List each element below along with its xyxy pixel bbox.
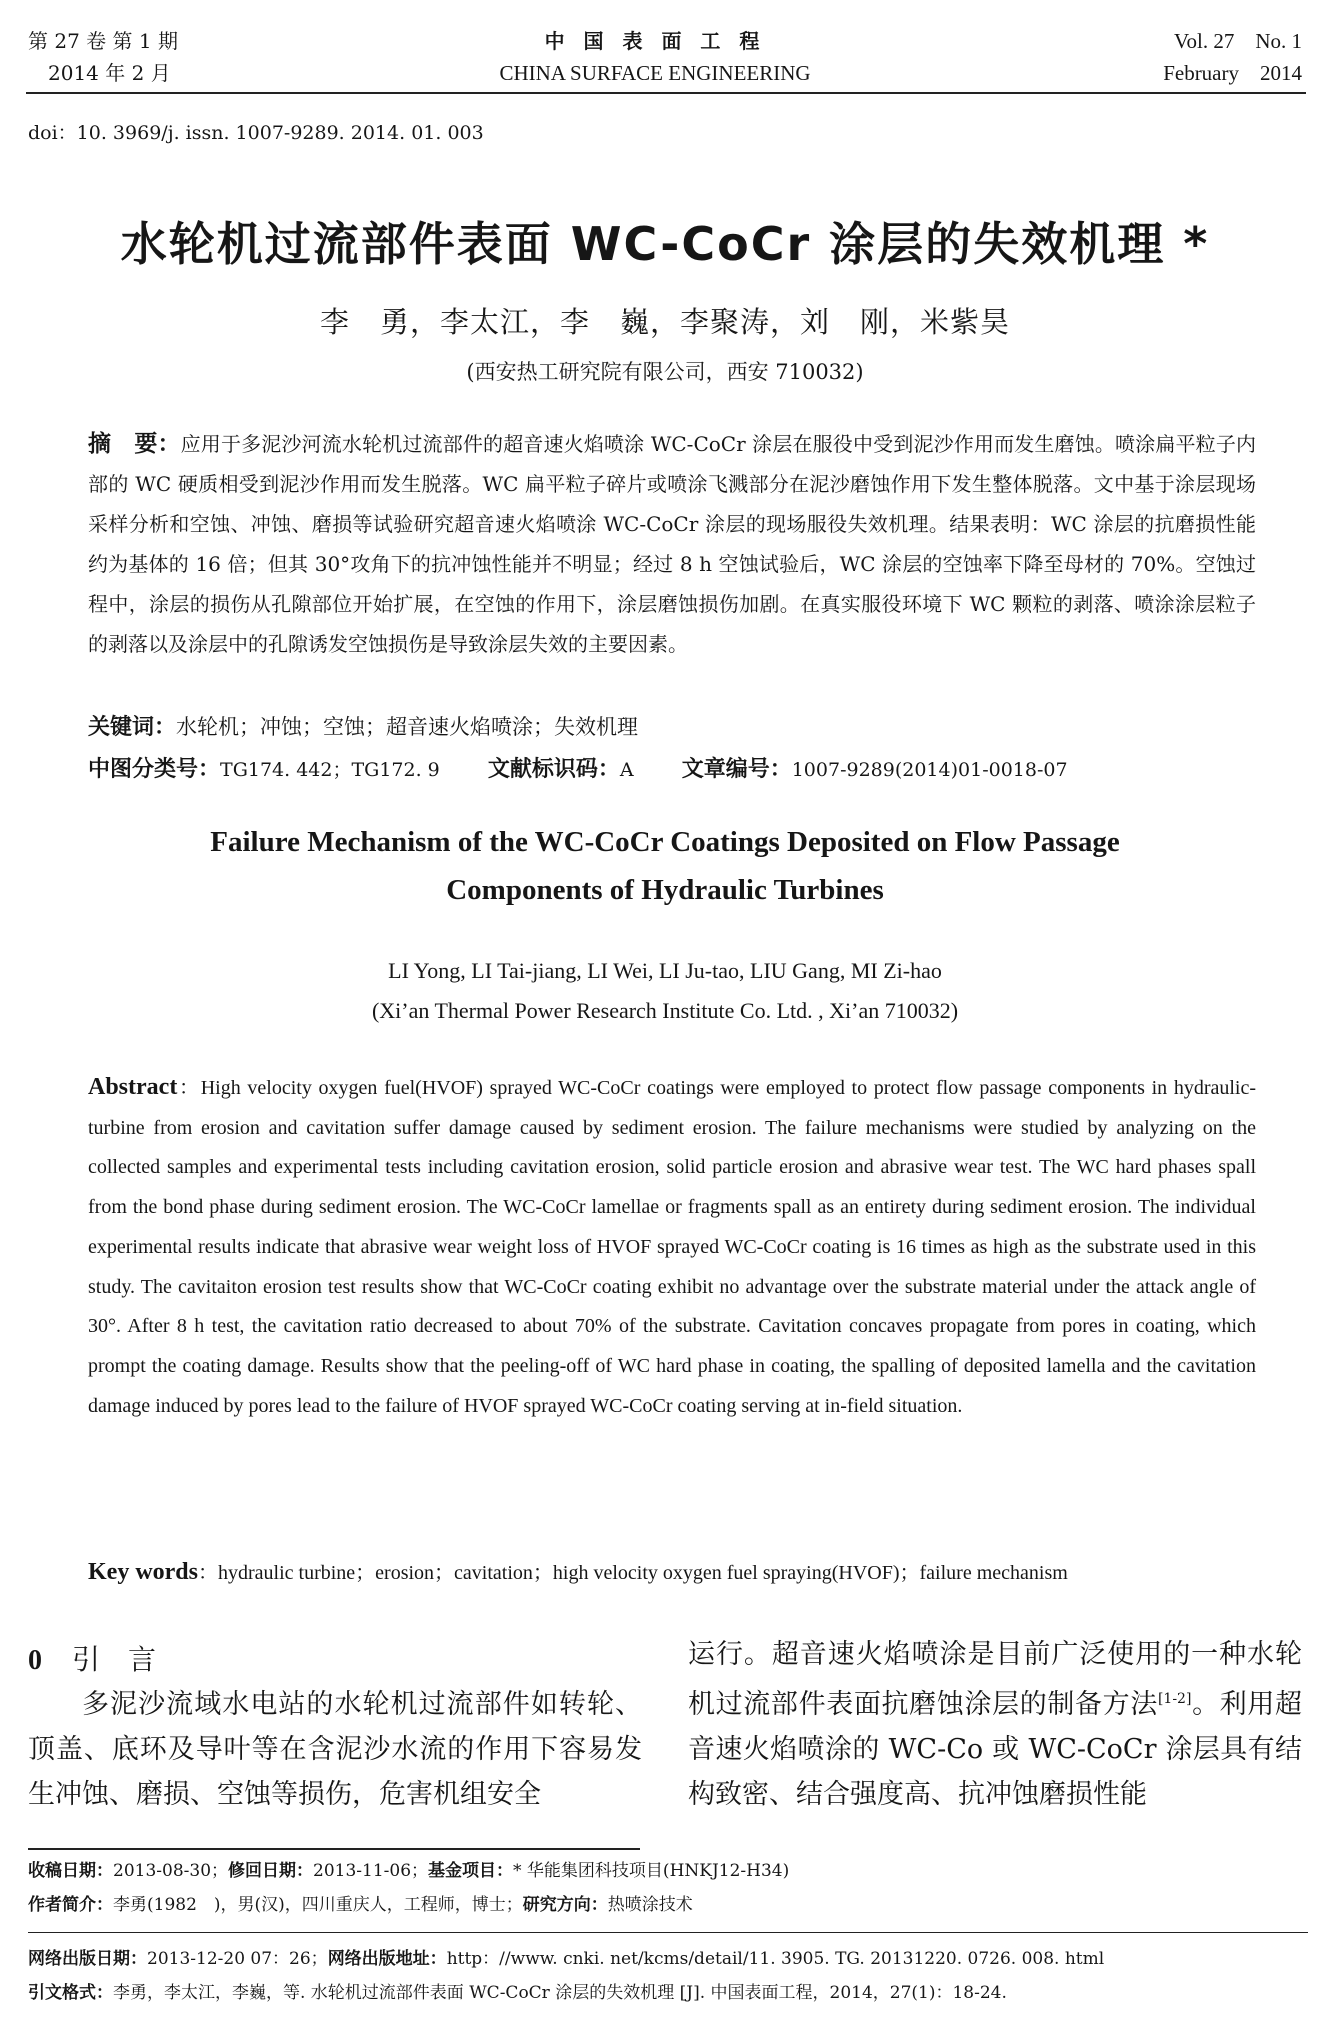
classification-line (88, 752, 1268, 783)
revised-date: 2013-11-06； (313, 1861, 429, 1881)
keywords-cn-text: 水轮机；冲蚀；空蚀；超音速火焰喷涂；失效机理 (176, 715, 639, 739)
online-url-label: 网络出版地址： (327, 1949, 447, 1969)
header-vol-no-en: Vol. 27 No. 1 (1174, 29, 1302, 53)
header-date-en: February 2014 (1163, 61, 1302, 85)
online-rule (28, 1932, 1308, 1933)
fund-label: 基金项目： (428, 1861, 514, 1881)
keywords-en-text: hydraulic turbine；erosion；cavitation；high velocity oxygen fuel spraying(HVOF)；failure mechanism (218, 1562, 1068, 1584)
abstract-en-text: High velocity oxygen fuel(HVOF) sprayed WC-CoCr coatings were employed to protect flow passage components in hydraulic-turbine from erosion and cavitation suffer damage caused by sediment erosion. The failure mechanisms were studied by analyzing on the collected samples and experimental tests including cavitation erosion, solid particle erosion and abrasive wear test. The WC hard phases spall from the bond phase during sediment erosion. The WC-CoCr lamellae or fragments spall as an entirety during sediment erosion. The individual experimental results indicate that abrasive wear weight loss of HVOF sprayed WC-CoCr coating is 16 times as high as the substrate used in this study. The cavitaiton erosion test results show that WC-CoCr coating exhibit no advantage over the substrate material under the attack angle of 30°. After 8 h test, the cavitation ratio decreased to about 70% of the substrate. Cavitation concaves propagate from pores in coating, which prompt the coating damage. Results show that the peeling-off of WC hard phase in coating, the spalling of deposited lamella and the cavitation damage induced by pores lead to the failure of HVOF sprayed WC-CoCr coating serving at in-field situation. (88, 1077, 1257, 1417)
body-right-text-a: 运行。超音速火焰喷涂是目前广泛使用的一种水轮机过流部件表面抗磨蚀涂层的制备方法 (688, 1639, 1302, 1720)
online-date-label: 网络出版日期： (28, 1949, 147, 1969)
clc-value: TG174. 442；TG172. 9 (220, 759, 440, 781)
document-code-value: A (619, 759, 634, 781)
title-en-line1: Failure Mechanism of the WC-CoCr Coatings Deposited on Flow Passage (210, 826, 1120, 858)
header-volume-issue-cn: 第 27 卷 第 1 期 (28, 29, 178, 53)
body-left-column: 多泥沙流域水电站的水轮机过流部件如转轮、顶盖、底环及导叶等在含泥沙水流的作用下容易发生冲蚀、磨损、空蚀等损伤，危害机组安全 (28, 1689, 642, 1810)
citation-format (28, 1976, 1308, 2010)
citation-label: 引文格式： (28, 1983, 113, 2003)
article-number-label: 文章编号： (681, 757, 792, 782)
keywords-cn-label: 关键词： (88, 715, 177, 740)
document-code-label: 文献标识码： (487, 757, 620, 782)
online-url[interactable]: http：//www. cnki. net/kcms/detail/11. 3905. TG. 20131220. 0726. 008. html (446, 1949, 1105, 1969)
authors-en: LI Yong, LI Tai-jiang, LI Wei, LI Ju-tao, LIU Gang, MI Zi-hao (388, 958, 942, 983)
affiliation-cn: (西安热工研究院有限公司，西安 710032) (466, 360, 864, 384)
clc-label: 中图分类号： (88, 757, 221, 782)
header-journal-cn: 中 国 表 面 工 程 (544, 29, 766, 53)
title-cn: 水轮机过流部件表面 WC-CoCr 涂层的失效机理 * (120, 217, 1210, 271)
footnote-author (28, 1888, 1308, 1922)
header-date-cn: 2014 年 2 月 (48, 61, 171, 85)
abstract-en-separator: ： (177, 1077, 201, 1099)
abstract-en (88, 1068, 1256, 1426)
section-title: 引 言 (72, 1643, 157, 1676)
keywords-en (88, 1556, 1268, 1586)
keywords-en-separator: ： (198, 1562, 218, 1584)
article-number-value: 1007-9289(2014)01-0018-07 (791, 759, 1068, 781)
title-en-line2: Components of Hydraulic Turbines (446, 874, 884, 906)
affiliation-en: (Xi’an Thermal Power Research Institute Co. Ltd. , Xi’an 710032) (371, 998, 959, 1023)
abstract-en-label: Abstract (88, 1074, 178, 1100)
citation-text: 李勇，李太江，李巍，等. 水轮机过流部件表面 WC-CoCr 涂层的失效机理 [J]. 中国表面工程，2014，27(1)：18-24. (113, 1983, 1007, 2003)
keywords-en-label: Key words (88, 1559, 198, 1585)
body-right-text-b: 。利用超音速火焰喷涂的 WC-Co 或 WC-CoCr 涂层具有结构致密、结合强度高、抗冲蚀磨损性能 (688, 1689, 1302, 1810)
revised-label: 修回日期： (228, 1861, 314, 1881)
received-date: 2013-08-30； (113, 1861, 229, 1881)
header-rule (26, 92, 1306, 94)
footnote-dates-fund (28, 1854, 1308, 1888)
online-date: 2013-12-20 07：26； (147, 1949, 328, 1969)
received-label: 收稿日期： (28, 1861, 113, 1881)
keywords-cn (88, 710, 638, 741)
authors-cn: 李 勇，李太江，李 巍，李聚涛，刘 刚，米紫昊 (319, 305, 1010, 339)
online-publication (28, 1942, 1308, 1976)
research-direction: 热喷涂技术 (607, 1895, 693, 1915)
body-right-column (688, 1632, 1302, 1817)
author-bio: 李勇(1982 )，男(汉)，四川重庆人，工程师，博士； (113, 1895, 523, 1915)
reference-marker: [1-2] (1157, 1691, 1192, 1707)
author-bio-label: 作者简介： (28, 1895, 113, 1915)
abstract-cn-text: 应用于多泥沙河流水轮机过流部件的超音速火焰喷涂 WC-CoCr 涂层在服役中受到泥沙作用而发生磨蚀。喷涂扁平粒子内部的 WC 硬质相受到泥沙作用而发生脱落。WC 扁平粒子碎片或喷涂飞溅部分在泥沙磨蚀作用下发生整体脱落。文中基于涂层现场采样分析和空蚀、冲蚀、磨损等试验研究超音速火焰喷涂 WC-CoCr 涂层的现场服役失效机理。结果表明：WC 涂层的抗磨损性能约为基体的 16 倍；但其 30°攻角下的抗冲蚀性能并不明显；经过 8 h 空蚀试验后，WC 涂层的空蚀率下降至母材的 70%。空蚀过程中，涂层的损伤从孔隙部位开始扩展，在空蚀的作用下，涂层磨蚀损伤加剧。在真实服役环境下 WC 颗粒的剥落、喷涂涂层粒子的剥落以及涂层中的孔隙诱发空蚀损伤是导致涂层失效的主要因素。 (88, 432, 1256, 656)
section-heading (28, 1638, 156, 1678)
abstract-cn (88, 424, 1256, 664)
abstract-cn-label: 摘 要： (88, 431, 181, 457)
header-journal-en: CHINA SURFACE ENGINEERING (499, 61, 811, 85)
doi: doi：10. 3969/j. issn. 1007-9289. 2014. 01. 003 (28, 122, 484, 144)
section-number: 0 (28, 1645, 42, 1676)
footnote-rule (28, 1848, 640, 1850)
research-direction-label: 研究方向： (522, 1895, 608, 1915)
fund-project: * 华能集团科技项目(HNKJ12-H34) (513, 1861, 790, 1881)
